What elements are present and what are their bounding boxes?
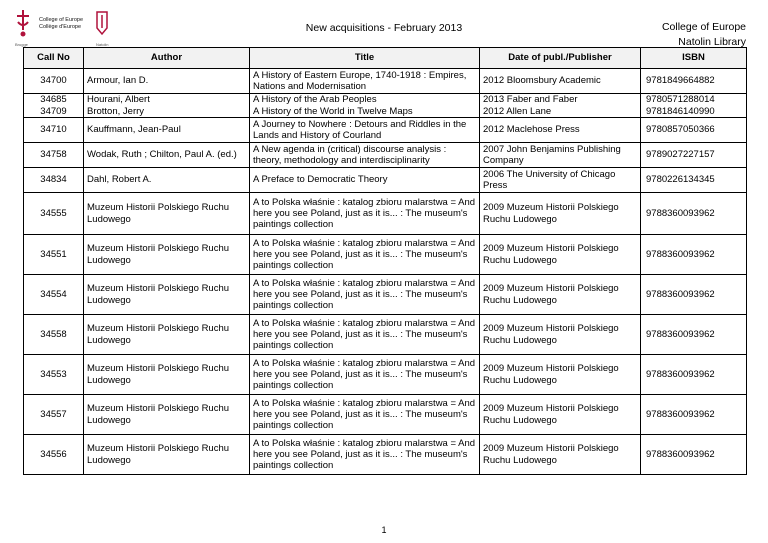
table-row: [24, 143, 747, 168]
acquisitions-table: [23, 47, 747, 475]
table-row: [24, 193, 747, 235]
cell-isbn: 9780226134345: [641, 168, 747, 193]
cell-publisher: 2009 Muzeum Historii Polskiego Ruchu Ludowego: [480, 235, 641, 275]
cell-isbn: 9788360093962: [641, 395, 747, 435]
table-row: [24, 395, 747, 435]
cell-publisher: 2012 Bloomsbury Academic: [480, 69, 641, 94]
cell-isbn: 9788360093962: [641, 315, 747, 355]
cell-author: Muzeum Historii Polskiego Ruchu Ludowego: [84, 315, 250, 355]
cell-publisher: 2009 Muzeum Historii Polskiego Ruchu Ludowego: [480, 193, 641, 235]
cell-isbn: 9788360093962: [641, 235, 747, 275]
table-header-row: [24, 48, 747, 69]
cell-call-no: 34758: [24, 143, 84, 168]
cell-call-no: 34553: [24, 355, 84, 395]
cell-publisher: 2006 The University of Chicago Press: [480, 168, 641, 193]
cell-call-no: 34685 34709: [24, 94, 84, 118]
cell-title: A Journey to Nowhere : Detours and Riddles in the Lands and History of Courland: [250, 118, 480, 143]
cell-publisher: 2009 Muzeum Historii Polskiego Ruchu Ludowego: [480, 395, 641, 435]
col-call-no: Call No: [24, 48, 84, 69]
header-org-block: [662, 20, 746, 50]
cell-isbn: 9780857050366: [641, 118, 747, 143]
cell-author: Dahl, Robert A.: [84, 168, 250, 193]
cell-publisher: 2009 Muzeum Historii Polskiego Ruchu Ludowego: [480, 355, 641, 395]
cell-title: A to Polska właśnie : katalog zbioru malarstwa = And here you see Poland, just as it is... : The museum's paintings collection: [250, 235, 480, 275]
cell-publisher: 2009 Muzeum Historii Polskiego Ruchu Ludowego: [480, 435, 641, 475]
col-author: Author: [84, 48, 250, 69]
table-row: [24, 168, 747, 193]
logo-line-2: Collège d'Europe: [39, 24, 82, 30]
cell-isbn: 9781849664882: [641, 69, 747, 94]
col-title: Title: [250, 48, 480, 69]
cell-title: A to Polska właśnie : katalog zbioru malarstwa = And here you see Poland, just as it is... : The museum's paintings collection: [250, 315, 480, 355]
cell-publisher: 2012 Maclehose Press: [480, 118, 641, 143]
cell-publisher: 2009 Muzeum Historii Polskiego Ruchu Ludowego: [480, 275, 641, 315]
cell-title: A to Polska właśnie : katalog zbioru malarstwa = And here you see Poland, just as it is... : The museum's paintings collection: [250, 435, 480, 475]
cell-call-no: 34556: [24, 435, 84, 475]
cell-author: Muzeum Historii Polskiego Ruchu Ludowego: [84, 435, 250, 475]
table-row: [24, 69, 747, 94]
cell-isbn: 9788360093962: [641, 275, 747, 315]
cell-author: Kauffmann, Jean-Paul: [84, 118, 250, 143]
col-pub: Date of publ./Publisher: [480, 48, 641, 69]
logo-location-right: Natolin: [96, 42, 109, 47]
cell-isbn: 9788360093962: [641, 193, 747, 235]
table-row: [24, 275, 747, 315]
cell-author: Muzeum Historii Polskiego Ruchu Ludowego: [84, 395, 250, 435]
logo-location-left: Brugge: [15, 42, 28, 47]
cell-publisher: 2009 Muzeum Historii Polskiego Ruchu Ludowego: [480, 315, 641, 355]
cell-isbn: 9780571288014 9781846140990: [641, 94, 747, 118]
document-title: New acquisitions - February 2013: [305, 22, 463, 34]
cell-isbn: 9788360093962: [641, 435, 747, 475]
table-body: [24, 69, 747, 475]
cell-author: Muzeum Historii Polskiego Ruchu Ludowego: [84, 235, 250, 275]
header-org: College of Europe: [661, 21, 746, 33]
page-number: 1: [381, 525, 387, 535]
table-row: [24, 355, 747, 395]
cell-author: Muzeum Historii Polskiego Ruchu Ludowego: [84, 355, 250, 395]
cell-call-no: 34710: [24, 118, 84, 143]
cell-call-no: 34555: [24, 193, 84, 235]
cell-author: Muzeum Historii Polskiego Ruchu Ludowego: [84, 275, 250, 315]
cell-title: A to Polska właśnie : katalog zbioru malarstwa = And here you see Poland, just as it is... : The museum's paintings collection: [250, 355, 480, 395]
cell-publisher: 2007 John Benjamins Publishing Company: [480, 143, 641, 168]
cell-title: A to Polska właśnie : katalog zbioru malarstwa = And here you see Poland, just as it is... : The museum's paintings collection: [250, 395, 480, 435]
cell-title: A History of Eastern Europe, 1740-1918 : Empires, Nations and Modernisation: [250, 69, 480, 94]
cell-author: Muzeum Historii Polskiego Ruchu Ludowego: [84, 193, 250, 235]
cell-call-no: 34834: [24, 168, 84, 193]
cell-author: Wodak, Ruth ; Chilton, Paul A. (ed.): [84, 143, 250, 168]
logo-line-1: College of Europe: [39, 17, 84, 23]
cell-title: A New agenda in (critical) discourse analysis : theory, methodology and interdisciplinarity: [250, 143, 480, 168]
table-row: [24, 435, 747, 475]
table-row: [24, 94, 747, 118]
cell-title: A Preface to Democratic Theory: [250, 168, 480, 193]
cell-call-no: 34551: [24, 235, 84, 275]
table-row: [24, 315, 747, 355]
cell-call-no: 34558: [24, 315, 84, 355]
col-isbn: ISBN: [641, 48, 747, 69]
header-library: Natolin Library: [678, 36, 746, 48]
cell-title: A History of the Arab Peoples A History of the World in Twelve Maps: [250, 94, 480, 118]
cell-title: A to Polska właśnie : katalog zbioru malarstwa = And here you see Poland, just as it is... : The museum's paintings collection: [250, 275, 480, 315]
cell-isbn: 9789027227157: [641, 143, 747, 168]
cell-author: Armour, Ian D.: [84, 69, 250, 94]
cell-call-no: 34700: [24, 69, 84, 94]
table-row: [24, 118, 747, 143]
cell-author: Hourani, Albert Brotton, Jerry: [84, 94, 250, 118]
cell-isbn: 9788360093962: [641, 355, 747, 395]
cell-call-no: 34554: [24, 275, 84, 315]
cell-call-no: 34557: [24, 395, 84, 435]
cell-publisher: 2013 Faber and Faber 2012 Allen Lane: [480, 94, 641, 118]
cell-title: A to Polska właśnie : katalog zbioru malarstwa = And here you see Poland, just as it is... : The museum's paintings collection: [250, 193, 480, 235]
table-row: [24, 235, 747, 275]
